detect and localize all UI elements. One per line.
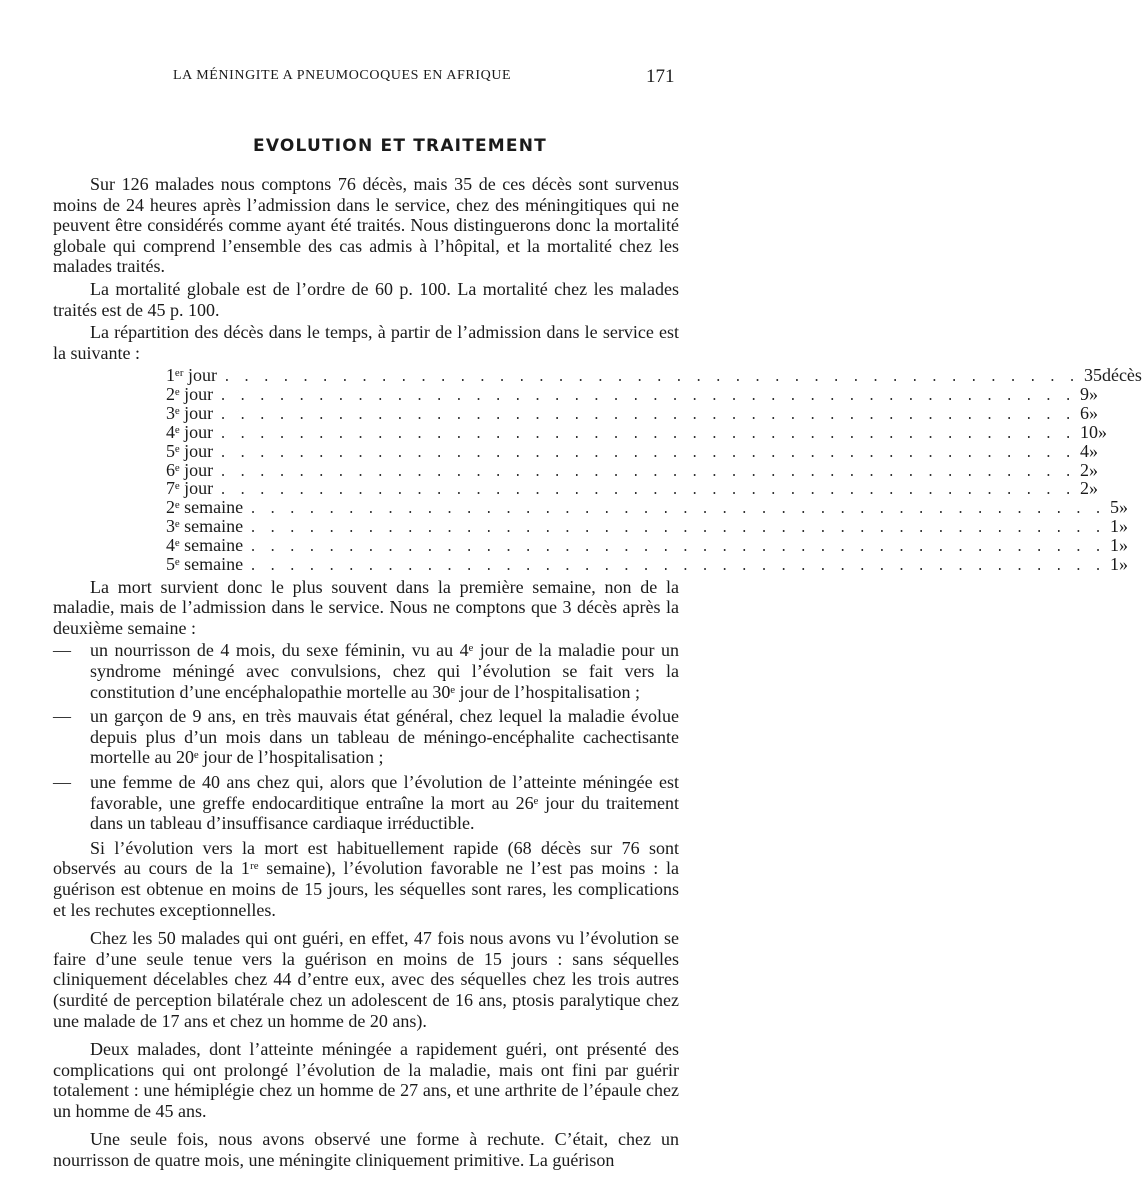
schedule-count: 4 (1080, 440, 1090, 461)
body-text (53, 174, 1142, 1173)
leader-dots: . . . . . . . . . . . . . . . . . . . . . . . . . . . . . . . . . . . . . . . . . . . . (219, 389, 1075, 405)
schedule-period: 6ᵉ jour (166, 459, 214, 480)
leader-dots: . . . . . . . . . . . . . . . . . . . . . . . . . . . . . . . . . . . . . . . . . . . . (249, 558, 1105, 574)
leader-dots: . . . . . . . . . . . . . . . . . . . . . . . . . . . . . . . . . . . . . . . . . . . . (249, 539, 1105, 555)
schedule-count: 10 (1080, 421, 1099, 442)
case-text: une femme de 40 ans chez qui, alors que l’évolution de l’atteinte méningée est favorable, une greffe endocarditique entraîne la mort au 26ᵉ jour du traitement dans un tableau d’insuffisance cardiaque irréductible. (90, 771, 679, 834)
schedule-row (166, 403, 1099, 424)
schedule-row (166, 365, 1142, 386)
case-text: un nourrisson de 4 mois, du sexe féminin, vu au 4ᵉ jour de la maladie pour un syndrome méningé avec convulsions, chez qui l’évolution se fait vers la constitution d’une encéphalopathie mortelle au 30ᵉ jour de l’hospitalisation ; (90, 640, 679, 702)
schedule-period: 2ᵉ semaine (166, 497, 244, 518)
schedule-period: 5ᵉ jour (166, 440, 214, 461)
paragraph-favorable-evolution: Si l’évolution vers la mort est habituellement rapide (68 décès sur 76 sont observés au cours de la 1ʳᵉ semaine), l’évolution favorable ne l’est pas moins : la guérison est obtenue en moins de 15 jours, les séquelles sont rares, les complications et les rechutes exceptionnelles. (53, 837, 679, 920)
schedule-row (166, 534, 1129, 555)
paragraph-relapse: Une seule fois, nous avons observé une forme à rechute. C’était, chez un nourrisson de quatre mois, une méningite cliniquement primitive. La guérison (53, 1129, 679, 1171)
schedule-row (166, 459, 1099, 480)
schedule-row (166, 553, 1129, 574)
leader-dots: . . . . . . . . . . . . . . . . . . . . . . . . . . . . . . . . . . . . . . . . . . . . (219, 445, 1075, 461)
schedule-period: 1ᵉʳ jour (166, 365, 218, 386)
schedule-period: 4ᵉ semaine (166, 534, 244, 555)
schedule-period: 3ᵉ semaine (166, 516, 244, 537)
list-dash: — (53, 771, 71, 792)
schedule-unit: » (1089, 440, 1099, 461)
schedule-unit: » (1089, 459, 1099, 480)
paragraph-first-week: La mort survient donc le plus souvent dans la première semaine, non de la maladie, mais de l’admission dans le service. Nous ne comptons que 3 décès après la deuxième semaine : (53, 576, 679, 638)
schedule-row (166, 384, 1099, 405)
leader-dots: . . . . . . . . . . . . . . . . . . . . . . . . . . . . . . . . . . . . . . . . . . . . (219, 464, 1075, 480)
leader-dots: . . . . . . . . . . . . . . . . . . . . . . . . . . . . . . . . . . . . . . . . . . . . (219, 408, 1075, 424)
schedule-count: 6 (1080, 403, 1090, 424)
paragraph-complications: Deux malades, dont l’atteinte méningée a rapidement guéri, ont présenté des complications qui ont prolongé l’évolution de la maladie, mais ont fini par guérir totalement : une hémiplégie chez un homme de 27 ans, et une arthrite de l’épaule chez un homme de 45 ans. (53, 1039, 679, 1121)
schedule-count: 1 (1110, 553, 1120, 574)
schedule-unit: » (1089, 478, 1099, 499)
paragraph-mortality-intro: Sur 126 malades nous comptons 76 décès, mais 35 de ces décès sont survenus moins de 24 heures après l’admission dans le service, chez des méningitiques qui ne peuvent être considérés comme ayant été traités. Nous distinguerons donc la mortalité globale qui comprend l’ensemble des cas admis à l’hôpital, et la mortalité chez les malades traités. (53, 174, 679, 277)
list-dash: — (53, 640, 71, 661)
list-item (53, 640, 679, 702)
leader-dots: . . . . . . . . . . . . . . . . . . . . . . . . . . . . . . . . . . . . . . . . . . . . (219, 483, 1075, 499)
schedule-period: 2ᵉ jour (166, 384, 214, 405)
leader-dots: . . . . . . . . . . . . . . . . . . . . . . . . . . . . . . . . . . . . . . . . . . . . (219, 426, 1075, 442)
schedule-count: 5 (1110, 497, 1120, 518)
schedule-count: 2 (1080, 459, 1090, 480)
schedule-unit: » (1119, 553, 1129, 574)
page-number: 171 (646, 66, 675, 87)
running-head: LA MÉNINGITE A PNEUMOCOQUES EN AFRIQUE (173, 68, 512, 83)
leader-dots: . . . . . . . . . . . . . . . . . . . . . . . . . . . . . . . . . . . . . . . . . . . . (249, 502, 1105, 518)
schedule-period: 4ᵉ jour (166, 421, 214, 442)
schedule-period: 3ᵉ jour (166, 403, 214, 424)
schedule-count: 1 (1110, 534, 1120, 555)
schedule-period: 7ᵉ jour (166, 478, 214, 499)
schedule-unit: » (1119, 534, 1129, 555)
schedule-count: 9 (1080, 384, 1090, 405)
paragraph-distribution-intro: La répartition des décès dans le temps, à partir de l’admission dans le service est la suivante : (53, 322, 679, 363)
schedule-row (166, 440, 1099, 461)
case-text: un garçon de 9 ans, en très mauvais état général, chez lequel la maladie évolue depuis plus d’un mois dans un tableau de méningo-encéphalite cachectisante mortelle au 20ᵉ jour de l’hospitalisation ; (90, 706, 679, 768)
schedule-count: 2 (1080, 478, 1090, 499)
paragraph-cured-patients: Chez les 50 malades qui ont guéri, en effet, 47 fois nous avons vu l’évolution se faire d’une seule tenue vers la guérison en moins de 15 jours : sans séquelles cliniquement décelables chez 44 d’entre eux, avec des séquelles chez les trois autres (surdité de perception bilatérale chez un adolescent de 16 ans, ptosis paralytique chez une malade de 17 ans et chez un homme de 20 ans). (53, 928, 679, 1031)
schedule-unit: » (1089, 384, 1099, 405)
schedule-row (166, 478, 1099, 499)
schedule-unit: » (1119, 516, 1129, 537)
deaths-schedule (166, 365, 1142, 574)
leader-dots: . . . . . . . . . . . . . . . . . . . . . . . . . . . . . . . . . . . . . . . . . . . . (223, 370, 1078, 386)
leader-dots: . . . . . . . . . . . . . . . . . . . . . . . . . . . . . . . . . . . . . . . . . . . . (249, 521, 1105, 537)
schedule-row (166, 516, 1129, 537)
schedule-count: 35 (1083, 365, 1102, 386)
list-dash: — (53, 706, 71, 727)
schedule-unit: décès (1101, 365, 1142, 386)
list-item (53, 772, 679, 834)
schedule-row (166, 421, 1108, 442)
schedule-unit: » (1089, 403, 1099, 424)
late-deaths-list (53, 640, 679, 833)
schedule-unit: » (1098, 421, 1108, 442)
section-title: EVOLUTION ET TRAITEMENT (253, 136, 547, 156)
list-item (53, 706, 679, 768)
paragraph-mortality-rates: La mortalité globale est de l’ordre de 60 p. 100. La mortalité chez les malades traités est de 45 p. 100. (53, 278, 679, 320)
schedule-unit: » (1119, 497, 1129, 518)
schedule-period: 5ᵉ semaine (166, 553, 244, 574)
schedule-row (166, 497, 1129, 518)
schedule-count: 1 (1110, 516, 1120, 537)
